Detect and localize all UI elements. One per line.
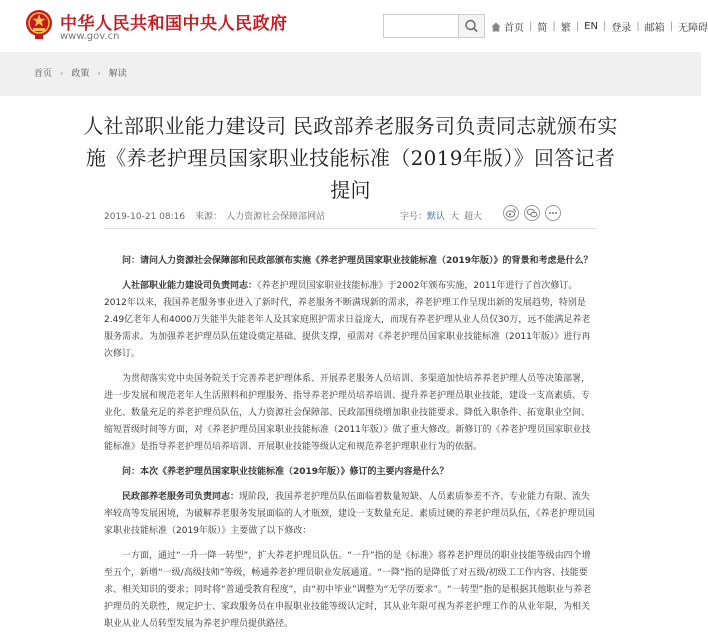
answer-1-speaker: 人社部职业能力建设司负责同志： (122, 281, 258, 291)
article-title: 人社部职业能力建设司 民政部养老服务司负责同志就颁布实施《养老护理员国家职业技能标准（2019年版）》回答记者提问 (83, 114, 618, 202)
answer-2 (104, 489, 597, 540)
article-body (104, 253, 597, 641)
top-link-home[interactable]: 首页 (504, 23, 524, 34)
top-links (491, 19, 708, 34)
top-link-accessibility[interactable]: 无障碍 (678, 23, 708, 34)
answer-1 (104, 278, 597, 363)
separator: | (669, 21, 674, 32)
top-link-english[interactable]: EN (584, 21, 598, 32)
article-meta (104, 209, 325, 222)
separator: | (552, 21, 556, 32)
separator: › (59, 69, 64, 79)
site-header (0, 0, 708, 52)
publish-date: 2019-10-21 08:16 (104, 212, 186, 222)
source-name: 人力资源社会保障部网站 (226, 212, 326, 222)
separator: | (602, 21, 607, 32)
breadcrumb-home[interactable]: 首页 (34, 69, 53, 79)
breadcrumb-interpretation[interactable]: 解读 (108, 69, 127, 79)
share-buttons (498, 205, 561, 221)
home-icon (491, 22, 501, 32)
font-size-default[interactable]: 默认 (427, 212, 446, 222)
top-link-mail[interactable]: 邮箱 (644, 23, 665, 34)
separator: | (636, 21, 640, 32)
separator: | (529, 21, 533, 32)
divider (104, 228, 597, 229)
search-button[interactable] (458, 14, 485, 38)
top-link-login[interactable]: 登录 (611, 23, 632, 34)
answer-2-text: 现阶段，我国养老护理员队伍面临着数量短缺、人员素质参差不齐、专业能力有限、流失率较高等发展困境，为破解养老服务发展面临的人才瓶颈，建设一支数量充足、素质过硬的养老护理员队伍，《养老护理员国家职业技能标准（2019年版）》主要做了以下修改： (104, 492, 595, 536)
font-size-xlarge[interactable]: 超大 (464, 212, 483, 222)
answer-2-paragraph-2: 一方面，通过“一升一降一转型”，扩大养老护理员队伍。“一升”指的是《标准》将养老护理员的职业技能等级由四个增至五个，新增“一级/高级技师”等级，畅通养老护理员职业发展通道。“一降”指的是降低了对五级/初级工工作内容、技能要求、相关知识的要求；同时将“普通受教育程度”，由“初中毕业”调整为“无学历要求”。“一转型”指的是根据其他职业与养老护理员的关联性，规定护士、家政服务员在申报职业技能等级认定时，其从业年限可视为养老护理工作的从业年限，为相关职业从业人员转型发展为养老护理员提供路径。 (104, 551, 592, 629)
font-size-switcher (400, 209, 482, 222)
top-link-simplified[interactable]: 简 (537, 23, 548, 34)
site-url: www.gov.cn (60, 31, 120, 42)
national-emblem-icon[interactable] (24, 8, 54, 40)
share-more-button[interactable] (545, 205, 561, 221)
answer-1-paragraph-2: 为贯彻落实党中央国务院关于完善养老护理体系、开展养老服务人员培训、多渠道加快培养养老护理人员等决策部署，进一步发展和规范老年人生活照料和护理服务、指导养老护理员培养培训、提升养老护理员职业技能，建设一支高素质、专业化、数量充足的养老护理员队伍，人力资源社会保障部、民政部围绕增加职业技能要求、降低入职条件、拓宽职业空间、缩短晋级时间等方面，对《养老护理员国家职业技能标准（2011年版）》做了重大修改。新修订的《养老护理员国家职业技能标准》是指导养老护理员培养培训、开展职业技能等级认定和规范养老护理职业行为的依据。 (104, 374, 591, 452)
question-1: 问：请问人力资源社会保障部和民政部颁布实施《养老护理员国家职业技能标准（2019年版）》的背景和考虑是什么？ (122, 256, 593, 266)
answer-1-text: 《养老护理员国家职业技能标准》于2002年颁布实施，2011年进行了首次修订。2012年以来，我国养老服务事业进入了新时代，养老服务不断满现新的需求，养老护理工作呈现出新的发展趋势，特别是2.49亿老年人和4000万失能半失能老年人及其家庭照护需求日益庞大，而现有养老护理从业人员仅30万，远不能满足养老服务需求。为加强养老护理员队伍建设奠定基础、提供支撑，亟需对《养老护理员国家职业技能标准（2011年版）》进行再次修订。 (104, 281, 591, 359)
share-weibo-button[interactable] (503, 205, 519, 221)
breadcrumb-policy[interactable]: 政策 (71, 69, 90, 79)
separator: › (97, 69, 101, 79)
breadcrumb (34, 66, 127, 79)
search-icon (459, 15, 484, 37)
question-2: 问：本次《养老护理员国家职业技能标准（2019年版）》修订的主要内容是什么？ (122, 467, 449, 477)
font-size-large[interactable]: 大 (450, 212, 460, 222)
separator: | (575, 21, 580, 32)
site-name[interactable]: 中华人民共和国中央人民政府 (60, 14, 288, 34)
share-wechat-button[interactable] (524, 205, 540, 221)
top-link-traditional[interactable]: 繁 (560, 23, 571, 34)
more-icon (547, 207, 559, 219)
weibo-icon (505, 207, 517, 219)
source-label: 来源： (195, 212, 223, 222)
answer-2-speaker: 民政部养老服务司负责同志： (122, 492, 240, 502)
wechat-icon (526, 207, 538, 219)
font-size-label: 字号： (400, 212, 428, 222)
